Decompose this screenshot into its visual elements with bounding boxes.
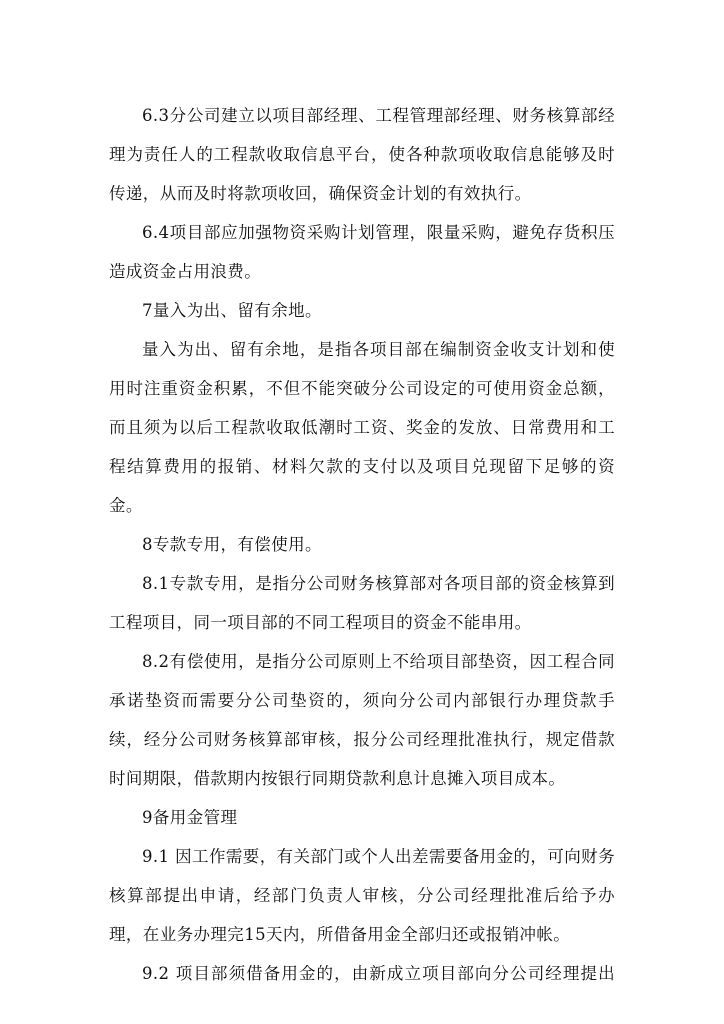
document-body [109, 96, 615, 993]
paragraph-8-1: 8.1专款专用，是指分公司财务核算部对各项目部的资金核算到工程项目，同一项目部的不同工程项目的资金不能串用。 [109, 574, 615, 632]
paragraph-7-body: 量入为出、留有余地，是指各项目部在编制资金收支计划和使用时注重资金积累，不但不能突破分公司设定的可使用资金总额，而且须为以后工程款收取低潮时工资、奖金的发放、日常费用和工程结算费用的报销、材料欠款的支付以及项目兑现留下足够的资金。 [109, 340, 615, 515]
heading-7: 7量入为出、留有余地。 [142, 301, 322, 320]
heading-9: 9备用金管理 [142, 808, 238, 827]
paragraph-9-2: 9.2 项目部须借备用金的，由新成立项目部向分公司经理提出 [142, 964, 615, 983]
paragraph-9-1: 9.1 因工作需要，有关部门或个人出差需要备用金的，可向财务核算部提出申请，经部门负责人审核，分公司经理批准后给予办理，在业务办理完15天内，所借备用金全部归还或报销冲帐。 [109, 847, 615, 944]
paragraph-6-3: 6.3分公司建立以项目部经理、工程管理部经理、财务核算部经理为责任人的工程款收取信息平台，使各种款项收取信息能够及时传递，从而及时将款项收回，确保资金计划的有效执行。 [109, 106, 615, 203]
heading-8: 8专款专用，有偿使用。 [142, 535, 322, 554]
paragraph-6-4: 6.4项目部应加强物资采购计划管理，限量采购，避免存货积压造成资金占用浪费。 [109, 223, 615, 281]
paragraph-8-2: 8.2有偿使用，是指分公司原则上不给项目部垫资，因工程合同承诺垫资而需要分公司垫资的，须向分公司内部银行办理贷款手续，经分公司财务核算部审核，报分公司经理批准执行，规定借款时间期限，借款期内按银行同期贷款利息计息摊入项目成本。 [109, 652, 615, 788]
